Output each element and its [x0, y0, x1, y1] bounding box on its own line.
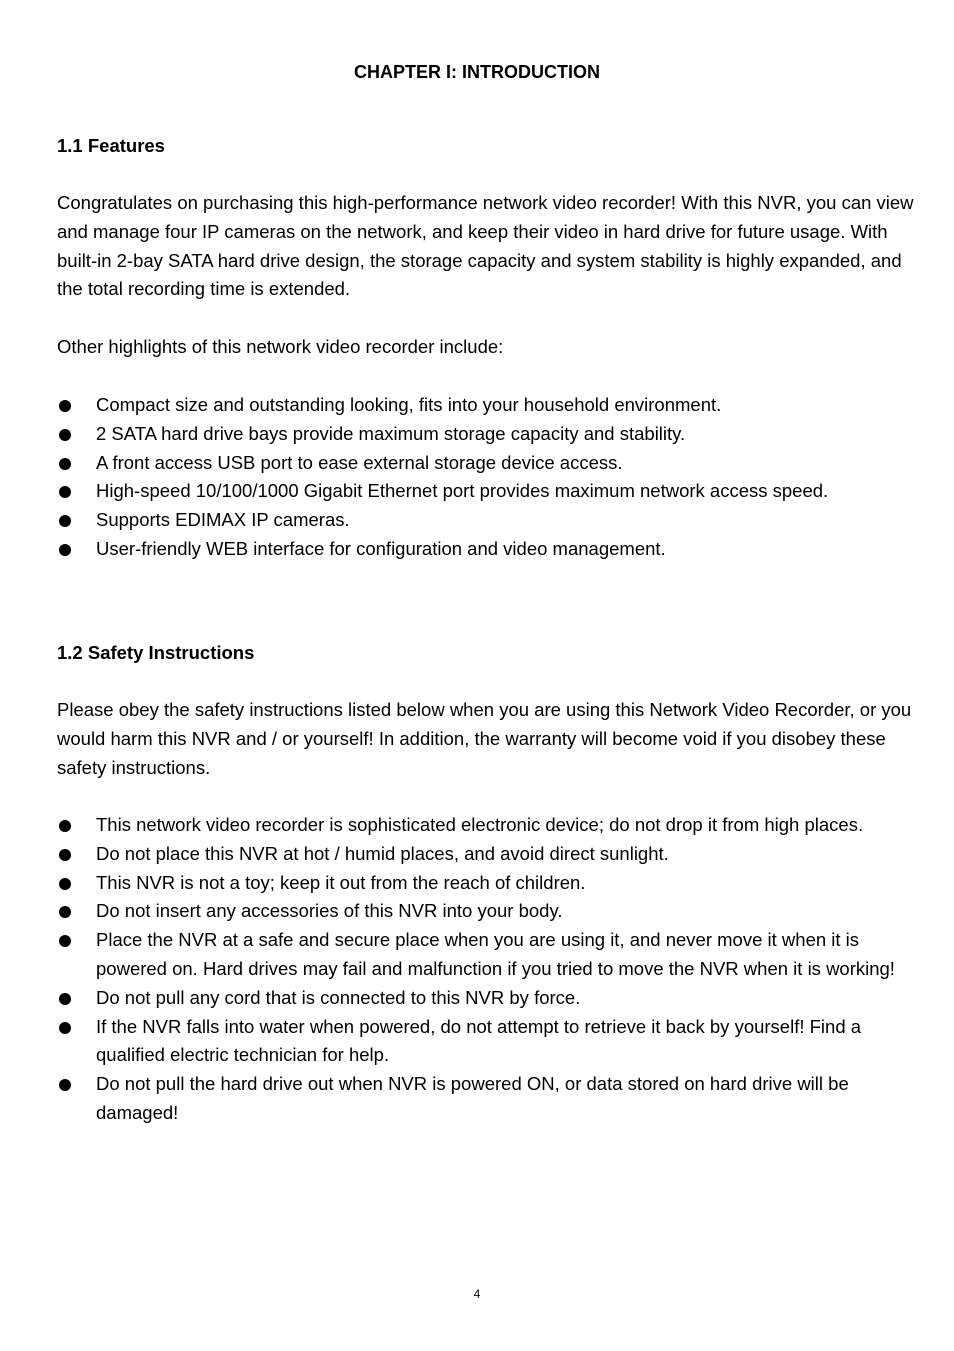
list-item-text: Place the NVR at a safe and secure place when you are using it, and never move it when it is powered on. Hard drives may fail and malfunction if you tried to move the NVR when it is working! [96, 929, 895, 979]
list-item-text: High-speed 10/100/1000 Gigabit Ethernet port provides maximum network access speed. [96, 480, 829, 502]
list-item-text: If the NVR falls into water when powered, do not attempt to retrieve it back by yourself! Find a qualified electric technician for help. [96, 1015, 862, 1066]
bullet-dot-icon [59, 906, 71, 918]
list-item-text: Compact size and outstanding looking, fits into your household environment. [96, 394, 722, 415]
list-item [57, 811, 917, 840]
list-item-text: Do not insert any accessories of this NVR into your body. [96, 900, 563, 922]
list-item-text: User-friendly WEB interface for configuration and video management. [96, 537, 666, 559]
bullet-dot-icon [59, 820, 71, 832]
bullet-dot-icon [59, 935, 71, 947]
list-item-text: 2 SATA hard drive bays provide maximum storage capacity and stability. [96, 422, 686, 444]
list-item-text: Do not pull any cord that is connected to this NVR by force. [96, 986, 581, 1008]
bullet-dot-icon [59, 1022, 71, 1034]
bullet-dot-icon [59, 429, 71, 441]
list-item [57, 926, 917, 984]
list-item [57, 477, 917, 506]
list-item-text: This network video recorder is sophisticated electronic device; do not drop it from high places. [96, 814, 864, 835]
list-item-text: Do not place this NVR at hot / humid places, and avoid direct sunlight. [96, 842, 669, 864]
list-item [57, 449, 917, 478]
safety-intro-paragraph: Please obey the safety instructions listed below when you are using this Network Video Recorder, or you would harm this NVR and / or yourself! In addition, the warranty will become void if you disobey these safety instructions. [57, 699, 912, 778]
bullet-dot-icon [59, 400, 71, 412]
list-item [57, 840, 917, 869]
features-bullet-list [57, 391, 917, 564]
chapter-title: CHAPTER I: INTRODUCTION [354, 62, 600, 82]
highlights-intro-paragraph: Other highlights of this network video recorder include: [57, 336, 504, 357]
section-heading-features: 1.1 Features [57, 135, 165, 156]
list-item [57, 1013, 917, 1071]
list-item [57, 535, 917, 564]
list-item-text: Supports EDIMAX IP cameras. [96, 509, 350, 531]
bullet-dot-icon [59, 544, 71, 556]
list-item-text: Do not pull the hard drive out when NVR is powered ON, or data stored on hard drive will be damaged! [96, 1073, 849, 1123]
list-item [57, 984, 917, 1013]
features-intro-paragraph: Congratulates on purchasing this high-performance network video recorder! With this NVR, you can view and manage four IP cameras on the network, and keep their video in hard drive for future usage. With built-in 2-bay SATA hard drive design, the storage capacity and system stability is highly expanded, and the total recording time is extended. [57, 192, 914, 300]
page-number: 4 [473, 1287, 481, 1301]
list-item-text: A front access USB port to ease external storage device access. [96, 451, 623, 473]
list-item [57, 897, 917, 926]
bullet-dot-icon [59, 1079, 71, 1091]
list-item [57, 1070, 917, 1128]
safety-bullet-list [57, 811, 917, 1128]
list-item-text: This NVR is not a toy; keep it out from the reach of children. [96, 871, 586, 893]
list-item [57, 869, 917, 898]
bullet-dot-icon [59, 993, 71, 1005]
list-item [57, 391, 917, 420]
bullet-dot-icon [59, 849, 71, 861]
list-item [57, 420, 917, 449]
bullet-dot-icon [59, 878, 71, 890]
section-heading-safety: 1.2 Safety Instructions [57, 642, 255, 663]
bullet-dot-icon [59, 486, 71, 498]
bullet-dot-icon [59, 515, 71, 527]
bullet-dot-icon [59, 458, 71, 470]
list-item [57, 506, 917, 535]
